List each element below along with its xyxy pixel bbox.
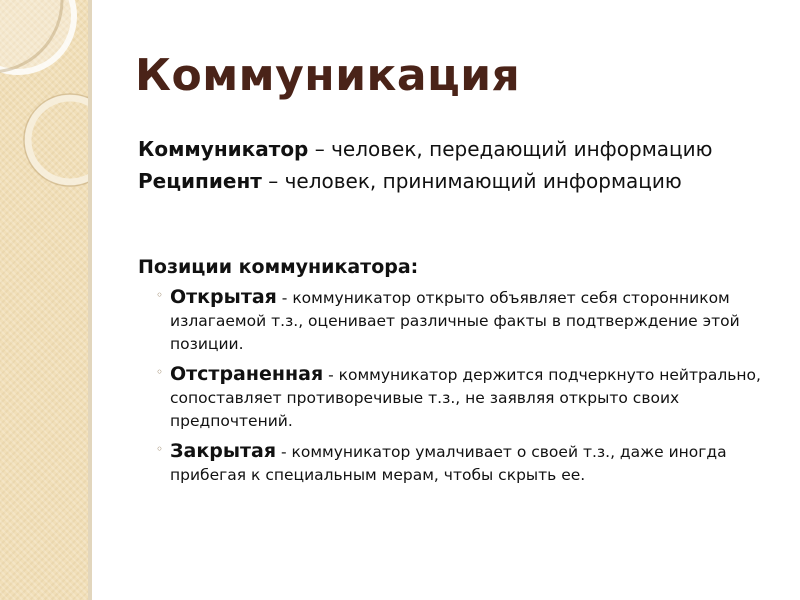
position-text-closed: - коммуникатор умалчивает о своей т.з., даже иногда прибегая к специальным мерам, чтобы скрыть ее. [170, 443, 727, 484]
term-recipient: Реципиент [138, 169, 262, 193]
position-name-open: Открытая [170, 286, 277, 308]
list-item-detached [156, 363, 778, 433]
definition-text-recipient: – человек, принимающий информацию [261, 169, 682, 193]
hollow-circle-bullet-icon: ◦ [156, 288, 164, 302]
side-panel-border [88, 0, 92, 600]
term-communicator: Коммуникатор [138, 137, 309, 161]
positions-list [138, 286, 778, 487]
position-text-open: - коммуникатор открыто объявляет себя сторонником излагаемой т.з., оценивает различные факты в подтверждение этой позиции. [170, 289, 740, 353]
position-name-detached: Отстраненная [170, 363, 324, 385]
definition-text-communicator: – человек, передающий информацию [308, 137, 713, 161]
definition-recipient [138, 168, 778, 194]
position-name-closed: Закрытая [170, 440, 277, 462]
positions-heading: Позиции коммуникатора: [138, 256, 419, 278]
definition-communicator [138, 136, 778, 162]
hollow-circle-bullet-icon: ◦ [156, 442, 164, 456]
decorative-circles [0, 0, 88, 600]
slide-title: Коммуникация [135, 50, 521, 101]
slide-content [138, 136, 778, 494]
position-text-detached: - коммуникатор держится подчеркнуто нейтрально, сопоставляет противоречивые т.з., не заявляя открыто своих предпочтений. [170, 366, 761, 430]
list-item-open [156, 286, 778, 356]
hollow-circle-bullet-icon: ◦ [156, 365, 164, 379]
list-item-closed [156, 440, 778, 487]
decorative-side-panel [0, 0, 88, 600]
